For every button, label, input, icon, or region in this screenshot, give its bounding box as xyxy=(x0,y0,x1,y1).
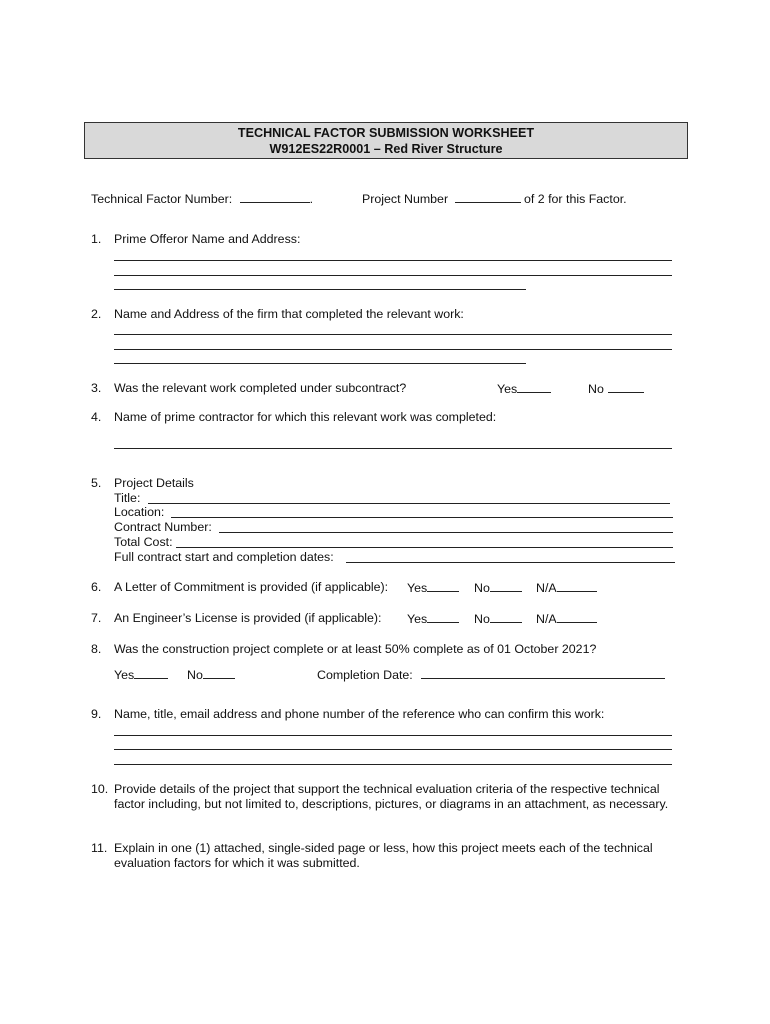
q8-yes-field[interactable] xyxy=(134,667,168,679)
q7-na-field[interactable] xyxy=(557,611,597,623)
completion-date-field[interactable] xyxy=(421,667,665,679)
q7-no-field[interactable] xyxy=(490,611,522,623)
q7-no-option xyxy=(474,611,522,626)
q6-yes-label: Yes xyxy=(407,581,428,595)
q3-no-field[interactable] xyxy=(608,381,644,393)
q7-na-label: N/A xyxy=(536,612,557,626)
technical-factor-row xyxy=(91,191,313,206)
completion-date-label: Completion Date: xyxy=(317,668,413,682)
q3-yes-option xyxy=(497,381,551,396)
q1-answer-line[interactable] xyxy=(114,275,672,276)
q7-yes-field[interactable] xyxy=(427,611,459,623)
q7-yes-label: Yes xyxy=(407,612,428,626)
q8-number: 8. xyxy=(91,642,102,656)
project-location-label: Location: xyxy=(114,505,165,519)
q8-text: Was the construction project complete or at least 50% complete as of 01 October 2021? xyxy=(114,642,597,656)
project-location-field[interactable] xyxy=(171,517,673,518)
q6-number: 6. xyxy=(91,580,102,594)
q7-text: An Engineer’s License is provided (if applicable): xyxy=(114,611,382,625)
q3-no-option xyxy=(588,381,644,396)
q8-no-option xyxy=(187,667,235,682)
q8-completion-date xyxy=(317,667,665,682)
q6-yes-field[interactable] xyxy=(427,580,459,592)
q3-text: Was the relevant work completed under subcontract? xyxy=(114,381,407,395)
q2-text: Name and Address of the firm that completed the relevant work: xyxy=(114,307,464,321)
q8-no-field[interactable] xyxy=(203,667,235,679)
q1-answer-line[interactable] xyxy=(114,260,672,261)
project-number-suffix: of 2 for this Factor. xyxy=(523,192,627,206)
q9-answer-line[interactable] xyxy=(114,764,672,765)
q5-number: 5. xyxy=(91,476,102,490)
q6-na-label: N/A xyxy=(536,581,557,595)
q3-yes-label: Yes xyxy=(497,382,518,396)
q8-yes-option xyxy=(114,667,168,682)
q4-text: Name of prime contractor for which this relevant work was completed: xyxy=(114,410,497,424)
q6-na-field[interactable] xyxy=(557,580,597,592)
worksheet-header xyxy=(84,122,688,159)
q1-number: 1. xyxy=(91,232,102,246)
q9-text: Name, title, email address and phone number of the reference who can confirm this work: xyxy=(114,707,605,721)
project-title-field[interactable] xyxy=(148,503,670,504)
solicitation-subtitle: W912ES22R0001 – Red River Structure xyxy=(269,142,503,156)
q7-yes-option xyxy=(407,611,459,626)
project-number-row xyxy=(362,191,627,206)
q10-text-line2: factor including, but not limited to, descriptions, pictures, or diagrams in an attachment, as necessary. xyxy=(114,797,669,811)
technical-factor-label: Technical Factor Number: xyxy=(91,192,233,206)
q9-number: 9. xyxy=(91,707,102,721)
contract-number-label: Contract Number: xyxy=(114,520,212,534)
contract-dates-field[interactable] xyxy=(346,562,675,563)
q6-no-field[interactable] xyxy=(490,580,522,592)
q8-no-label: No xyxy=(187,668,203,682)
q6-text: A Letter of Commitment is provided (if applicable): xyxy=(114,580,389,594)
total-cost-label: Total Cost: xyxy=(114,535,173,549)
q2-answer-line[interactable] xyxy=(114,334,672,335)
q6-na-option xyxy=(536,580,597,595)
q9-answer-line[interactable] xyxy=(114,735,672,736)
q1-answer-line[interactable] xyxy=(114,289,526,290)
q8-yes-label: Yes xyxy=(114,668,135,682)
project-number-field[interactable] xyxy=(455,191,521,203)
q5-text: Project Details xyxy=(114,476,194,490)
project-number-label: Project Number xyxy=(362,192,449,206)
q4-answer-line[interactable] xyxy=(114,448,672,449)
q1-text: Prime Offeror Name and Address: xyxy=(114,232,301,246)
q7-na-option xyxy=(536,611,597,626)
q7-no-label: No xyxy=(474,612,490,626)
worksheet-title: TECHNICAL FACTOR SUBMISSION WORKSHEET xyxy=(237,126,535,140)
technical-factor-suffix: . xyxy=(309,192,314,206)
q2-answer-line[interactable] xyxy=(114,349,672,350)
contract-number-field[interactable] xyxy=(219,532,673,533)
contract-dates-label: Full contract start and completion dates: xyxy=(114,550,334,564)
q6-no-option xyxy=(474,580,522,595)
q11-text-line2: evaluation factors for which it was submitted. xyxy=(114,856,360,870)
total-cost-field[interactable] xyxy=(176,547,673,548)
technical-factor-field[interactable] xyxy=(240,191,310,203)
q3-yes-field[interactable] xyxy=(517,381,551,393)
q11-text-line1: Explain in one (1) attached, single-sided page or less, how this project meets each of the technical xyxy=(114,841,653,855)
q10-text-line1: Provide details of the project that support the technical evaluation criteria of the respective technical xyxy=(114,782,660,796)
q7-number: 7. xyxy=(91,611,102,625)
q2-number: 2. xyxy=(91,307,102,321)
q11-number: 11. xyxy=(91,841,108,855)
q2-answer-line[interactable] xyxy=(114,363,526,364)
q6-no-label: No xyxy=(474,581,490,595)
q6-yes-option xyxy=(407,580,459,595)
q3-number: 3. xyxy=(91,381,102,395)
project-title-label: Title: xyxy=(114,491,141,505)
q4-number: 4. xyxy=(91,410,102,424)
q3-no-label: No xyxy=(588,382,604,396)
q9-answer-line[interactable] xyxy=(114,749,672,750)
q10-number: 10. xyxy=(91,782,109,796)
